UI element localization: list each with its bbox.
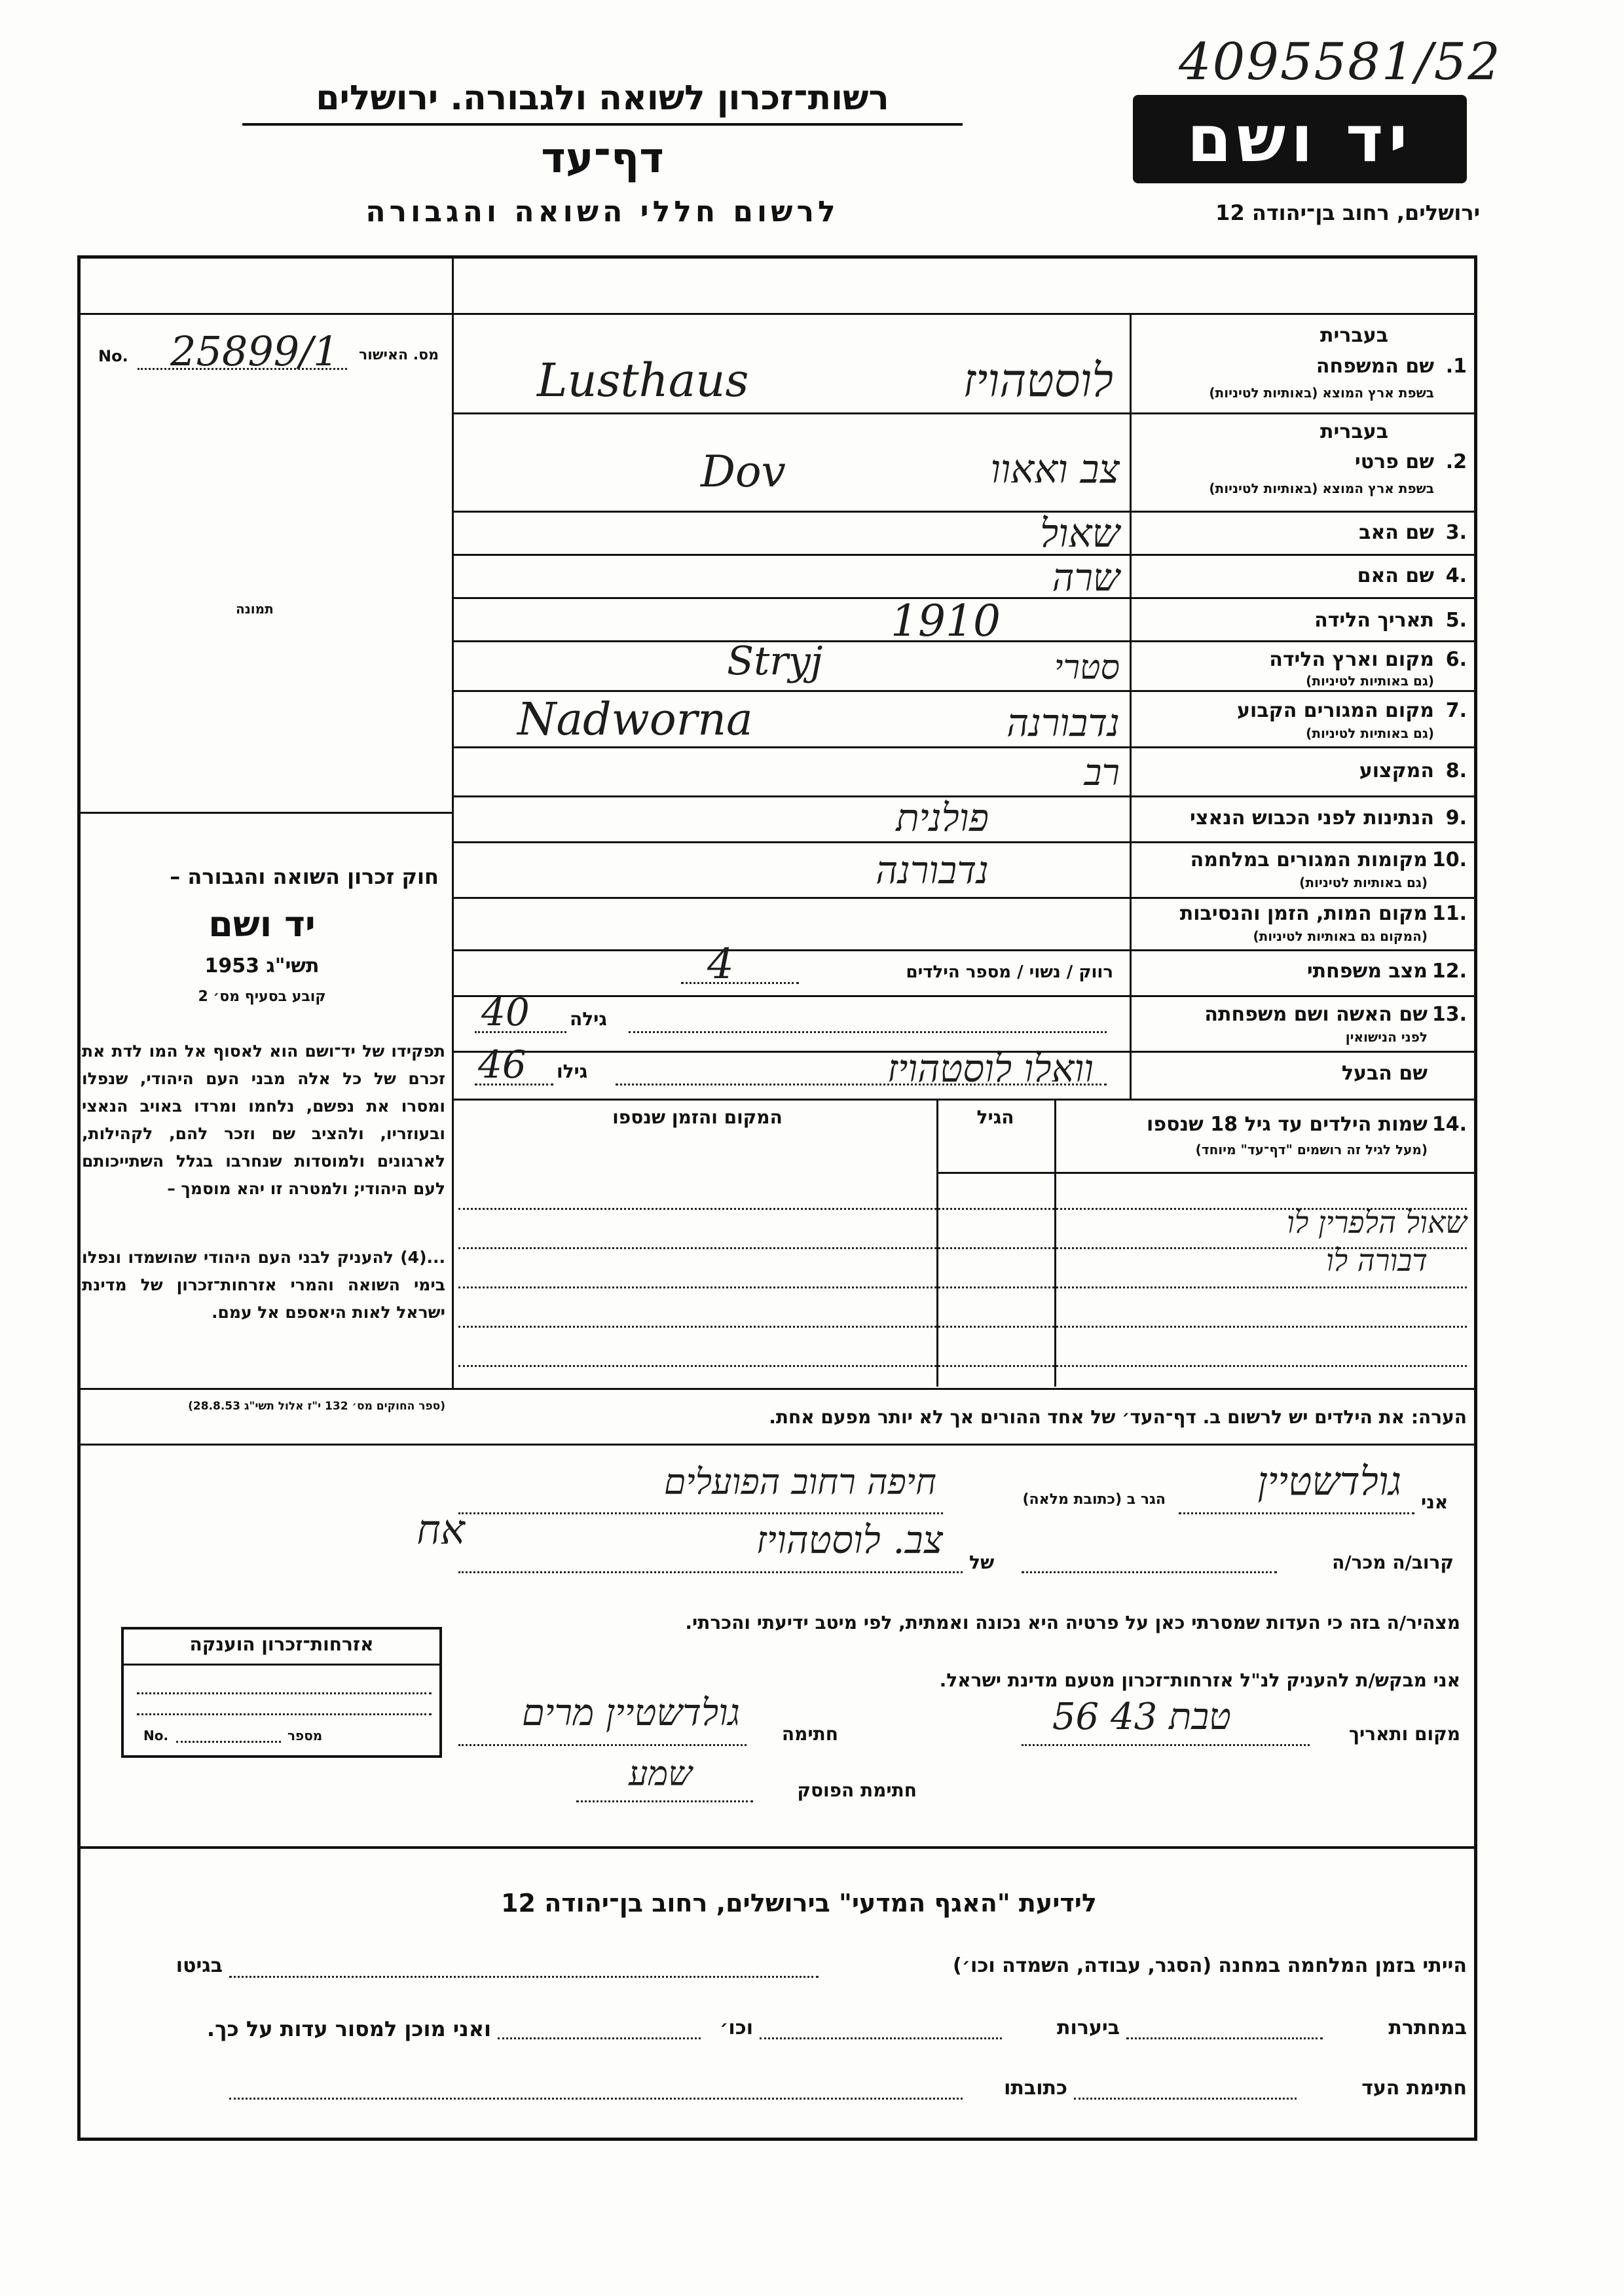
child-2-name: דבורה לו [1325,1243,1428,1278]
authority-underline [242,123,963,126]
husband-age-label: גילו [557,1061,588,1082]
row-line-6 [452,690,1477,692]
field-1-sub: בשפת ארץ המוצא (באותיות לטיניות) [1209,385,1434,401]
footer-line-3-dots-b [229,2098,963,2100]
law-name: יד ושם [208,903,316,945]
field-12-num: 12. [1431,960,1467,983]
field-10-label: מקומות המגורים במלחמה [1190,848,1428,871]
children-header-line [936,1172,1477,1174]
wife-age-value: 40 [481,990,530,1034]
footer-line-1-dots [229,1976,819,1978]
footer-line-3-dots-a [1074,2098,1297,2100]
place-date-label: מקום ותאריך [1348,1723,1460,1745]
row-line-11 [452,949,1477,951]
field-13-sub: לפני הנישואין [1345,1029,1428,1045]
field-9-label: הנתינות לפני הכבוש הנאצי [1190,807,1434,829]
registration-label: מס. האישור [359,347,439,363]
field-5-num: 5. [1445,609,1467,632]
of-label: של [969,1552,995,1573]
registration-number: 25899/1 [170,327,339,375]
wife-age-label: גילה [570,1008,607,1030]
field-1-hebrew-tag: בעברית [1320,324,1388,347]
place-date-dots [1022,1744,1310,1746]
field-1-label: שם המשפחה [1316,355,1434,378]
signature-dots [458,1744,747,1746]
field-3-num: 3. [1445,521,1467,544]
field-10-num: 10. [1431,848,1467,871]
note-top-line [77,1388,1477,1390]
registration-no-label: No. [98,347,128,365]
wife-name-dots [629,1031,1107,1033]
field-7-num: 7. [1445,699,1467,722]
logo-text: יד ושם [1187,101,1413,177]
note-bottom-line [77,1444,1477,1446]
field-10-sub: (גם באותיות לטיניות) [1299,875,1428,890]
declarant-value: גולדשטיין [1257,1459,1401,1504]
footer-line-2-dots-b [760,2037,1002,2039]
declaration-request: אני מבקש/ת להעניק לנ"ל אזרחות־זכרון מטעם מדינת ישראל. [939,1669,1460,1691]
law-title: חוק זכרון השואה והגבורה – [170,864,439,889]
field-6-label: מקום וארץ הלידה [1269,648,1434,671]
signature-value: גולדשטיין מרים [521,1692,740,1734]
child-1-name: שאול הלפרין לו [1287,1205,1467,1240]
field-11-num: 11. [1431,902,1467,925]
row-line-12 [452,995,1477,997]
citizenship-dots-1 [137,1692,432,1694]
relative-dots [1022,1571,1277,1573]
left-column-divider [452,255,454,1388]
wartime-residence-value: נדבורנה [876,848,989,892]
children-col-divider-2 [1054,1099,1056,1387]
nationality-value: פולנית [896,795,989,840]
registration-row [98,327,439,380]
footer-line-2-dots-a [1126,2037,1323,2039]
marital-status-options: רווק / נשוי / מספר הילדים [906,962,1113,982]
citizenship-box-title: אזרחות־זכרון הוענקה [189,1633,374,1655]
field-13-label: שם האשה ושם משפחתה [1204,1003,1428,1026]
citizenship-dots-2 [137,1713,432,1715]
row-line-1 [452,412,1477,414]
authority-title: רשות־זכרון לשואה ולגבורה. ירושלים [316,79,889,118]
field-1-labels [1136,321,1467,412]
declaration-statement: מצהיר/ה בזה כי העדות שמסרתי כאן על פרטיה היא נכונה ואמתית, לפי מיטב ידיעתי והכרתי. [685,1612,1460,1633]
field-4-label: שם האם [1357,564,1434,587]
residence-latin-value: Nadworna [517,694,753,746]
registration-dots [138,368,347,370]
children-col-divider-1 [936,1099,938,1387]
field-8-num: 8. [1445,759,1467,782]
field-11-sub: (המקום גם באותיות לטיניות) [1253,928,1428,944]
field-12-label: מצב משפחתי [1306,960,1428,983]
residing-dots [458,1512,943,1514]
photo-label: תמונה [236,601,274,617]
official-signature-label: חתימת הפוסק [797,1779,917,1801]
firstname-latin-value: Dov [701,446,786,497]
children-row-line-4 [458,1326,1467,1328]
declarant-dots [1179,1512,1414,1514]
of-value: צב. לוסטהויז [756,1518,943,1562]
field-5-label: תאריך הלידה [1314,609,1434,632]
birth-date-value: 1910 [891,596,1001,646]
field-11-label: מקום המות, הזמן והנסיבות [1179,902,1428,925]
field-2-sub: בשפת ארץ המוצא (באותיות לטיניות) [1209,481,1434,496]
label-column-divider [1130,313,1132,1099]
surname-latin-value: Lusthaus [537,354,749,407]
relation-value: אח [416,1506,465,1554]
field-2-labels [1136,418,1467,509]
children-heading: שמות הילדים עד גיל 18 שנספו [1147,1113,1428,1136]
children-row-line-5 [458,1365,1467,1367]
field-3-label: שם האב [1359,521,1434,544]
photo-area-bottom [77,812,453,814]
field-1-num: 1. [1445,355,1467,378]
of-dots [458,1571,963,1573]
residing-value: חיפה רחוב הפועלים [663,1461,936,1503]
footer-line-2c: וכו׳ [720,2016,753,2039]
law-text-2: ...(4) להעניק לבני העם היהודי שהושמדו ונפלו בימי השואה והמרי אזרחות־זכרון של מדינת ישראל לאות היאספם אל עמם. [82,1248,445,1322]
mother-name-value: שרה [1052,555,1120,600]
note-text: הערה: את הילדים יש לרשום ב. דף־העד׳ של אחד ההורים אך לא יותר מפעם אחת. [769,1406,1467,1428]
field-2-label: שם פרטי [1354,450,1434,473]
residence-hebrew-value: נדבורנה [1006,701,1120,745]
signature-label: חתימה [781,1723,838,1745]
citizenship-number-dots [176,1741,281,1743]
footer-line-2b: ביערות [1057,2016,1120,2039]
field-4-num: 4. [1445,564,1467,587]
children-row-line-3 [458,1286,1467,1288]
row-line-7 [452,746,1477,748]
form-subtitle: לרשום חללי השואה והגבורה [365,195,840,228]
citizenship-number-label: מספר [287,1728,323,1743]
citizenship-box-sep [124,1664,439,1666]
firstname-hebrew-value: צב ואאוו [990,446,1120,492]
top-strip-line [77,313,1477,315]
children-age-heading: הגיל [976,1106,1014,1128]
husband-age-value: 46 [478,1042,526,1087]
children-place-heading: המקום והזמן שנספו [612,1106,783,1128]
husband-name-value: וואלו לוסטהויז [887,1046,1094,1091]
footer-line-1b: בגיטו [175,1954,223,1977]
field-6-sub: (גם באותיות לטיניות) [1306,673,1434,689]
husband-label: שם הבעל [1341,1062,1428,1085]
birthplace-hebrew-value: סטרי [1054,648,1120,687]
footer-title: לידיעת "האגף המדעי" בירושלים, רחוב בן־יהודה 12 [501,1889,1097,1918]
children-heading-sub: (מעל לגיל זה רושמים "דף־עד" מיוחד) [1195,1142,1428,1157]
yad-vashem-logo [1133,95,1467,183]
field-8-label: המקצוע [1359,759,1434,782]
form-title: דף־עד [541,134,664,183]
place-date-value: טבת 43 56 [1052,1696,1231,1738]
relative-label: קרוב/ה מכר/ה [1332,1552,1454,1573]
field-2-hebrew-tag: בעברית [1320,420,1388,443]
field-13-num: 13. [1431,1003,1467,1026]
row-line-14 [452,1099,1477,1101]
field-6-num: 6. [1445,648,1467,671]
field-7-sub: (גם באותיות לטיניות) [1306,725,1434,741]
children-count-value: 4 [707,940,734,989]
footer-line-3b: כתובתו [1004,2077,1067,2100]
row-line-10 [452,897,1477,899]
children-count-dots [681,982,799,984]
law-text-1: תפקידו של יד־ושם הוא לאסוף אל המו לדת את זכרם של כל אלה מבני העם היהודי, שנפלו ומסרו את נפשם, נלחמו ומרדו באויב הנאצי ובעוזריו, ולהציב שם וזכר להם, לקהילות, לארגונים ולמוסדות שנחרבו בגלל השתייכותם לעם היהודי; ולמטרה זו יהא מוסמך – [82,1042,445,1198]
footer-line-1a: הייתי בזמן המלחמה במחנה (הסגר, עבודה, השמדה וכו׳) [953,1954,1467,1977]
corner-number: 4095581/52 [1179,33,1502,92]
declarant-label: אני [1421,1491,1449,1513]
children-num: 14. [1431,1113,1467,1136]
footer-line-3a: חתימת העד [1361,2077,1467,2100]
field-7-label: מקום המגורים הקבוע [1237,699,1434,722]
citizenship-no-label: No. [143,1728,169,1743]
header-address: ירושלים, רחוב בן־יהודה 12 [1215,200,1480,225]
residing-label: הגר ב (כתובת מלאה) [1022,1491,1166,1508]
footer-separator [77,1846,1477,1849]
birthplace-latin-value: Stryj [727,638,823,684]
father-name-value: שאול [1040,511,1120,556]
surname-hebrew-value: לוסטהויז [963,354,1113,407]
footer-line-2-dots-c [498,2037,701,2039]
law-section: קובע בסעיף מס׳ 2 [198,989,326,1005]
official-signature-dots [576,1800,753,1802]
footer-line-2a: במחתרת [1388,2016,1467,2039]
citizenship-box [121,1627,442,1758]
official-signature-value: שמע [629,1755,693,1794]
footer-line-2d: ואני מוכן למסור עדות על כך. [206,2016,491,2041]
profession-value: רב [1084,752,1120,794]
law-year: תשי"ג 1953 [204,955,320,977]
field-2-num: 2. [1445,450,1467,473]
law-reference: (ספר החוקים מס׳ 132 י"ז אלול תשי"ג 28.8.53) [188,1400,445,1413]
field-9-num: 9. [1445,807,1467,829]
row-line-9 [452,841,1477,843]
